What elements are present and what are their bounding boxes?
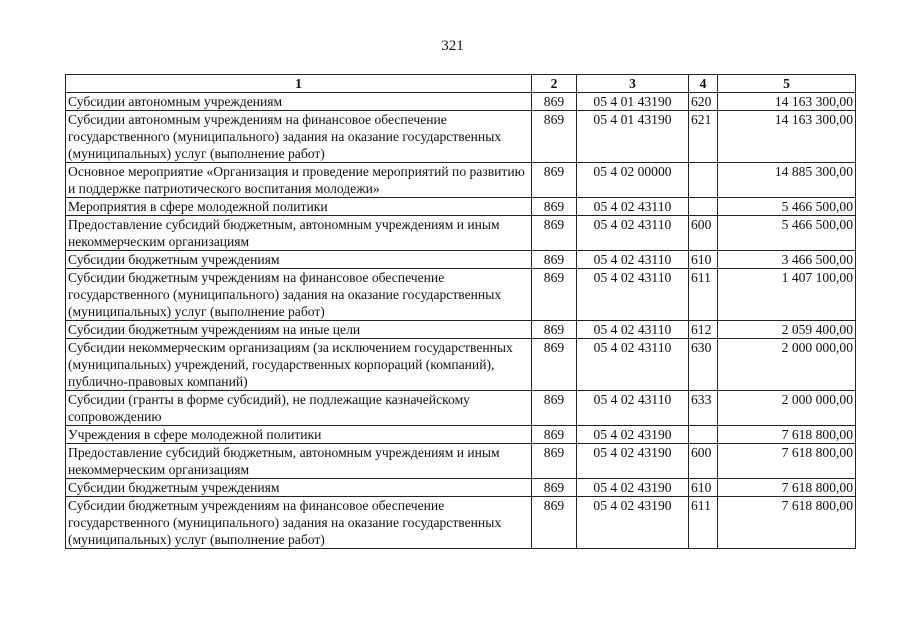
row-expense-type-cell: 611 (689, 497, 718, 549)
row-expense-type-cell: 630 (689, 339, 718, 391)
table-header-row (66, 75, 856, 93)
row-amount-cell: 2 059 400,00 (718, 321, 856, 339)
row-amount-cell: 5 466 500,00 (718, 198, 856, 216)
column-header-2: 2 (532, 75, 577, 93)
row-expense-type-cell: 621 (689, 111, 718, 163)
row-department-code-cell: 869 (532, 198, 577, 216)
row-name-cell: Субсидии автономным учреждениям на финансовое обеспечение государственного (муниципального) задания на оказание государственных (муниципальных) услуг (выполнение работ) (66, 111, 532, 163)
row-amount-cell: 2 000 000,00 (718, 391, 856, 426)
row-amount-cell: 14 885 300,00 (718, 163, 856, 198)
row-name-cell: Субсидии бюджетным учреждениям на финансовое обеспечение государственного (муниципального) задания на оказание государственных (муниципальных) услуг (выполнение работ) (66, 269, 532, 321)
row-target-article-cell: 05 4 01 43190 (577, 111, 689, 163)
row-name-cell: Субсидии некоммерческим организациям (за исключением государственных (муниципальных) учреждений, государственных корпораций (компаний), публично-правовых компаний) (66, 339, 532, 391)
row-target-article-cell: 05 4 02 43110 (577, 321, 689, 339)
row-amount-cell: 5 466 500,00 (718, 216, 856, 251)
budget-table (65, 74, 856, 549)
column-header-1: 1 (66, 75, 532, 93)
row-name-cell: Субсидии (гранты в форме субсидий), не подлежащие казначейскому сопровождению (66, 391, 532, 426)
row-name-cell: Субсидии бюджетным учреждениям (66, 479, 532, 497)
row-target-article-cell: 05 4 02 43110 (577, 216, 689, 251)
table-row (66, 391, 856, 426)
table-row (66, 444, 856, 479)
row-name-cell: Основное мероприятие «Организация и проведение мероприятий по развитию и поддержке патриотического воспитания молодежи» (66, 163, 532, 198)
row-department-code-cell: 869 (532, 339, 577, 391)
column-header-4: 4 (689, 75, 718, 93)
row-name-cell: Учреждения в сфере молодежной политики (66, 426, 532, 444)
row-department-code-cell: 869 (532, 93, 577, 111)
row-target-article-cell: 05 4 01 43190 (577, 93, 689, 111)
row-amount-cell: 7 618 800,00 (718, 426, 856, 444)
row-target-article-cell: 05 4 02 43110 (577, 251, 689, 269)
row-department-code-cell: 869 (532, 216, 577, 251)
column-header-3: 3 (577, 75, 689, 93)
row-target-article-cell: 05 4 02 43190 (577, 426, 689, 444)
row-department-code-cell: 869 (532, 391, 577, 426)
row-department-code-cell: 869 (532, 269, 577, 321)
row-department-code-cell: 869 (532, 426, 577, 444)
row-target-article-cell: 05 4 02 43190 (577, 444, 689, 479)
table-row (66, 321, 856, 339)
row-name-cell: Субсидии бюджетным учреждениям на иные цели (66, 321, 532, 339)
row-name-cell: Предоставление субсидий бюджетным, автономным учреждениям и иным некоммерческим организациям (66, 216, 532, 251)
page-number: 321 (441, 38, 464, 54)
row-amount-cell: 2 000 000,00 (718, 339, 856, 391)
row-amount-cell: 7 618 800,00 (718, 479, 856, 497)
table-row (66, 216, 856, 251)
row-expense-type-cell: 611 (689, 269, 718, 321)
row-name-cell: Субсидии бюджетным учреждениям на финансовое обеспечение государственного (муниципального) задания на оказание государственных (муниципальных) услуг (выполнение работ) (66, 497, 532, 549)
row-target-article-cell: 05 4 02 00000 (577, 163, 689, 198)
table-row (66, 163, 856, 198)
row-target-article-cell: 05 4 02 43190 (577, 497, 689, 549)
row-amount-cell: 14 163 300,00 (718, 93, 856, 111)
row-department-code-cell: 869 (532, 497, 577, 549)
table-row (66, 198, 856, 216)
row-expense-type-cell: 612 (689, 321, 718, 339)
row-expense-type-cell: 620 (689, 93, 718, 111)
row-department-code-cell: 869 (532, 321, 577, 339)
row-expense-type-cell: 610 (689, 251, 718, 269)
row-department-code-cell: 869 (532, 251, 577, 269)
row-expense-type-cell: 600 (689, 216, 718, 251)
row-expense-type-cell: 633 (689, 391, 718, 426)
table-body (66, 93, 856, 549)
row-target-article-cell: 05 4 02 43110 (577, 269, 689, 321)
row-department-code-cell: 869 (532, 163, 577, 198)
row-amount-cell: 7 618 800,00 (718, 444, 856, 479)
row-amount-cell: 3 466 500,00 (718, 251, 856, 269)
table-row (66, 426, 856, 444)
table-row (66, 479, 856, 497)
row-department-code-cell: 869 (532, 111, 577, 163)
row-expense-type-cell (689, 426, 718, 444)
row-name-cell: Мероприятия в сфере молодежной политики (66, 198, 532, 216)
row-expense-type-cell: 610 (689, 479, 718, 497)
table-row (66, 251, 856, 269)
row-expense-type-cell (689, 163, 718, 198)
row-amount-cell: 14 163 300,00 (718, 111, 856, 163)
column-header-5: 5 (718, 75, 856, 93)
row-department-code-cell: 869 (532, 479, 577, 497)
table-row (66, 111, 856, 163)
row-name-cell: Субсидии автономным учреждениям (66, 93, 532, 111)
row-target-article-cell: 05 4 02 43110 (577, 391, 689, 426)
row-amount-cell: 7 618 800,00 (718, 497, 856, 549)
row-department-code-cell: 869 (532, 444, 577, 479)
table-row (66, 269, 856, 321)
row-expense-type-cell: 600 (689, 444, 718, 479)
row-amount-cell: 1 407 100,00 (718, 269, 856, 321)
table-row (66, 93, 856, 111)
row-expense-type-cell (689, 198, 718, 216)
row-name-cell: Субсидии бюджетным учреждениям (66, 251, 532, 269)
row-name-cell: Предоставление субсидий бюджетным, автономным учреждениям и иным некоммерческим организациям (66, 444, 532, 479)
table-row (66, 339, 856, 391)
row-target-article-cell: 05 4 02 43190 (577, 479, 689, 497)
row-target-article-cell: 05 4 02 43110 (577, 339, 689, 391)
row-target-article-cell: 05 4 02 43110 (577, 198, 689, 216)
table-row (66, 497, 856, 549)
